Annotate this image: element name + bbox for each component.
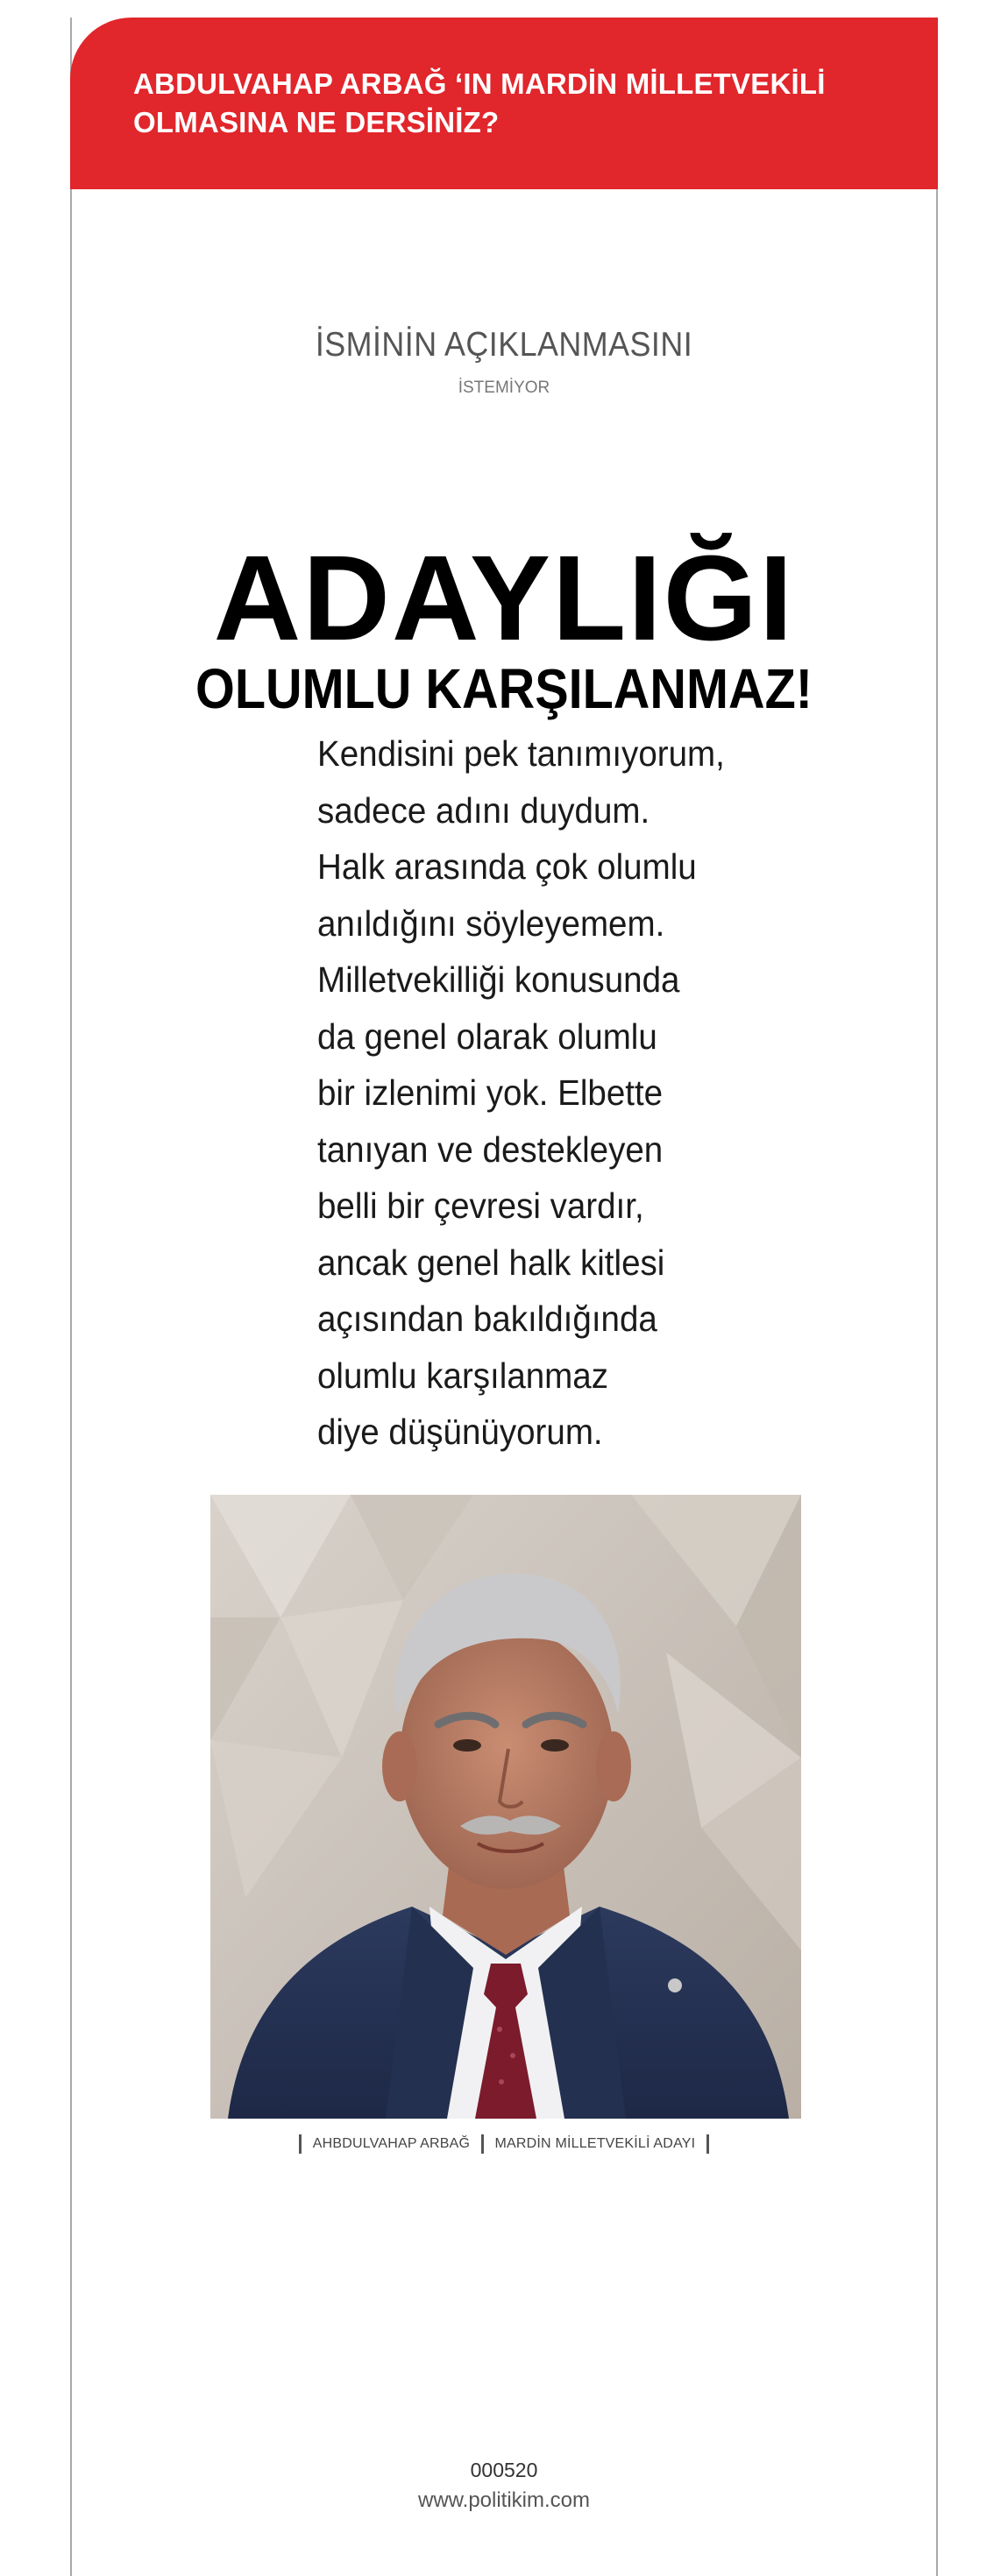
quote-line: diye düşünüyorum. [317, 1412, 603, 1452]
photo-caption [0, 2132, 1008, 2156]
candidate-photo [210, 1495, 801, 2119]
footer-code: 000520 [470, 2459, 538, 2481]
caption-divider [299, 2134, 302, 2154]
caption-divider [706, 2134, 709, 2154]
caption-role: MARDİN MİLLETVEKİLİ ADAYI [494, 2136, 696, 2151]
quote-line: Milletvekilliği konusunda [317, 959, 680, 1000]
headline-main: ADAYLIĞI [213, 531, 795, 666]
quote-line: da genel olarak olumlu [317, 1016, 657, 1057]
header-title: ABDULVAHAP ARBAĞ ‘IN MARDİN MİLLETVEKİLİ OLMASINA NE DERSİNİZ? [133, 67, 826, 138]
respondent-title: İSMİNİN AÇIKLANMASINI [315, 326, 693, 364]
headline-sub: OLUMLU KARŞILANMAZ! [195, 657, 813, 720]
quote-line: ancak genel halk kitlesi [317, 1242, 665, 1283]
quote-line: sadece adını duydum. [317, 789, 650, 831]
respondent-subtitle: İSTEMİYOR [458, 379, 550, 397]
header-banner [70, 18, 938, 189]
quote-line: tanıyan ve destekleyen [317, 1129, 664, 1170]
quote-line: belli bir çevresi vardır, [317, 1185, 644, 1226]
caption-divider [481, 2134, 484, 2154]
quote-line: açısından bakıldığında [317, 1299, 657, 1339]
footer-url[interactable]: www.politikim.com [417, 2488, 591, 2512]
quote-line: Kendisini pek tanımıyorum, [317, 733, 725, 774]
caption-name: AHBDULVAHAP ARBAĞ [312, 2136, 471, 2151]
quote-line: olumlu karşılanmaz [317, 1355, 608, 1396]
quote-line: Halk arasında çok olumlu [317, 846, 697, 887]
quote-line: bir izlenimi yok. Elbette [317, 1072, 664, 1113]
quote-text [317, 725, 778, 1461]
quote-line: anıldığını söyleyemem. [317, 902, 665, 944]
